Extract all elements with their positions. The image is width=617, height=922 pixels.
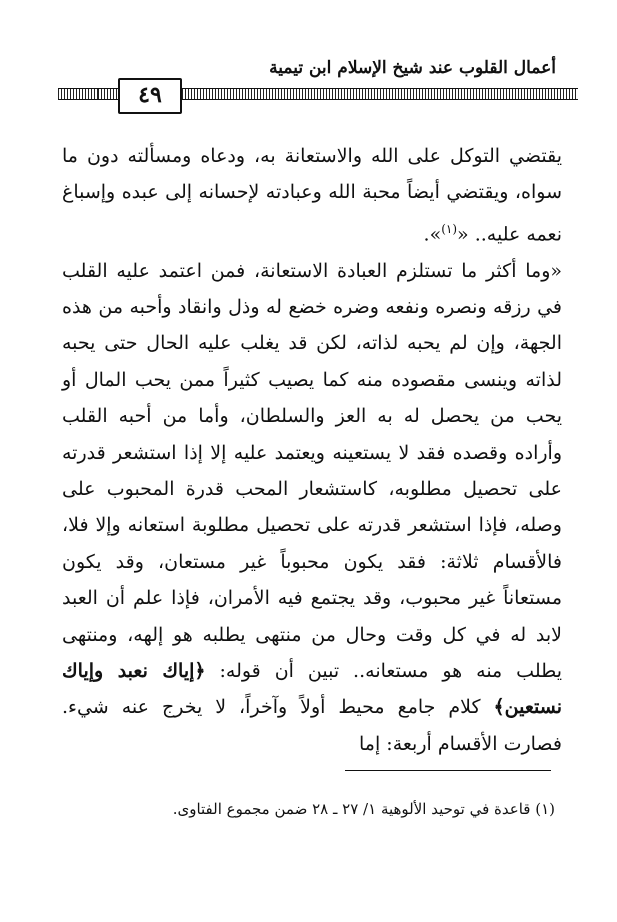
paragraph-1 [62,138,562,253]
paragraph-2-end: كلام جامع محيط أولاً وآخراً، لا يخرج عنه شيء. فصارت الأقسام أربعة: إما [62,696,562,755]
paragraph-2-text: «وما أكثر ما تستلزم العبادة الاستعانة، فمن اعتمد عليه القلب في رزقه ونصره ونفعه وضره خضع له وذل وانقاد وأحبه من هذه الجهة، وإن لم يحبه لذاته، لكن قد يغلب عليه الحال حتى يحبه لذاته وينسى مقصوده منه كما يصيب كثيراً ممن يحب المال أو يحب من يحصل له به العز والسلطان، وأما من أحبه القلب وأراده وقصده فقد لا يستعينه ويعتمد عليه إلا إذا استشعر قدرته على تحصيل مطلوبه، كاستشعار المحب قدرة المحبوب على وصله، فإذا استشعر قدرته على تحصيل مطلوبة استعانه وإلا فلا، فالأقسام ثلاثة: فقد يكون محبوباً غير مستعان، وقد يكون مستعاناً غير محبوب، وقد يجتمع فيه الأمران، فإذا علم أن العبد لابد له في كل وقت وحال من منتهى يطلبه هو إلهه، ومنتهى يطلب منه هو مستعانه.. تبين أن قوله: [62,259,563,683]
running-title: أعمال القلوب عند شيخ الإسلام ابن تيمية [269,58,556,78]
footnote-reference: (١) [441,221,458,236]
page-number: ٤٩ [118,78,182,114]
paragraph-1-text: يقتضي التوكل على الله والاستعانة به، ودعاه ومسألته دون ما سواه، ويقتضي أيضاً محبة الله وعبادته لإحسانه إلى عبده وإسباغ نعمه عليه.. « [62,145,562,246]
page-header [58,58,578,108]
footnote-divider [345,770,551,771]
main-text [62,138,562,762]
paragraph-2 [62,253,562,763]
footnote: (١) قاعدة في توحيد الألوهية ١/ ٢٧ ـ ٢٨ ضمن مجموع الفتاوى. [172,800,555,818]
paragraph-1-end: ». [423,223,442,246]
quran-verse: ﴿إياك نعبد وإياك نستعين﴾ [62,660,562,719]
